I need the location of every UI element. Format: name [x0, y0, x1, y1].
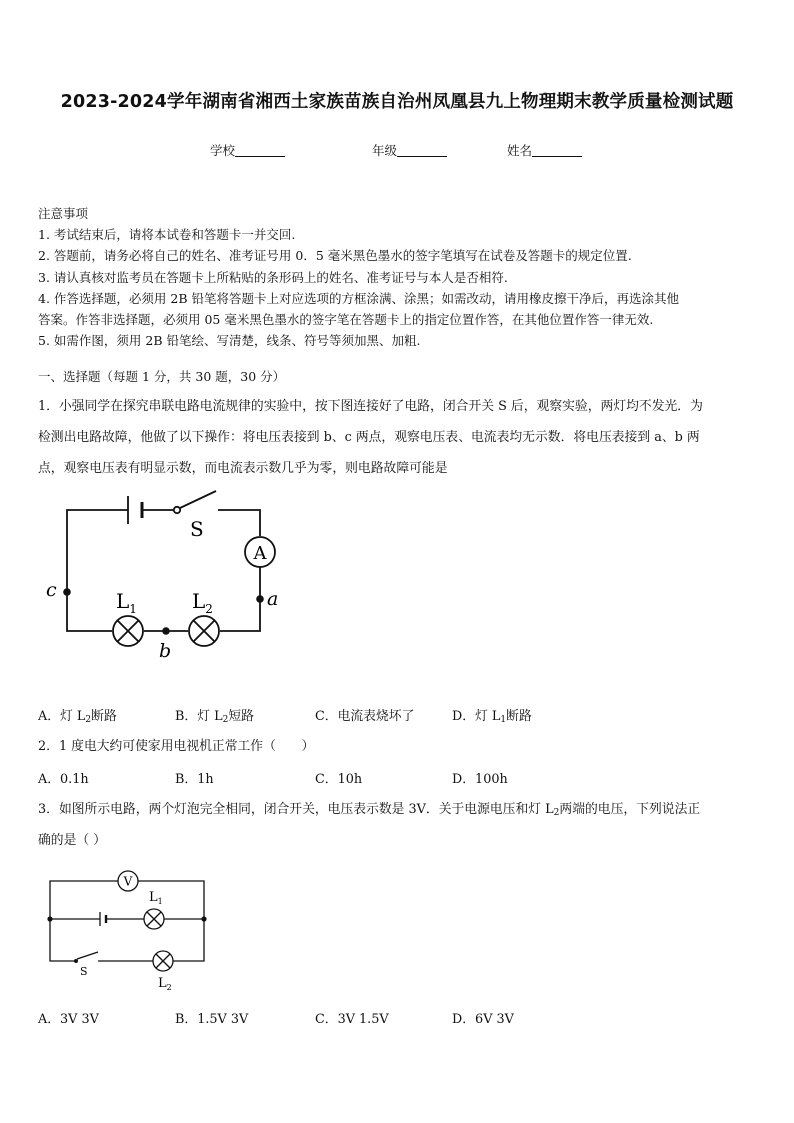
ammeter-label: A — [253, 543, 267, 564]
node-a — [256, 595, 264, 603]
junction-dot — [47, 916, 52, 921]
question-3-line: 3．如图所示电路，两个灯泡完全相同，闭合开关，电压表示数是 3V．关于电源电压和灯 $L_2$两端的电压，下列说法正 — [38, 802, 701, 818]
notice-item: 4. 作答选择题，必须用 2B 铅笔将答题卡上对应选项的方框涂满、涂黑；如需改动，请用橡皮擦干净后，再选涂其他 — [38, 290, 679, 306]
circuit-diagram-3 — [40, 866, 220, 996]
notice-item: 3. 请认真核对监考员在答题卡上所粘贴的条形码上的姓名、准考证号与本人是否相符. — [38, 269, 508, 285]
option-b[interactable]: B．1h — [175, 772, 214, 787]
question-1-line: 点，观察电压表有明显示数，而电流表示数几乎为零，则电路故障可能是 — [38, 461, 448, 476]
option-b[interactable]: B．1.5V 3V — [175, 1012, 249, 1027]
question-1-line: 1．小强同学在探究串联电路电流规律的实验中，按下图连接好了电路，闭合开关 S 后，观察实验，两灯均不发光．为 — [38, 399, 703, 414]
switch-label: S — [80, 965, 88, 978]
point-a-label: a — [267, 588, 279, 610]
wire — [67, 510, 128, 592]
name-blank — [532, 143, 582, 157]
grade-blank — [397, 143, 447, 157]
wire — [218, 510, 260, 536]
option-b[interactable]: B．灯 $L_2$短路 — [175, 709, 254, 725]
grade-label: 年级 — [372, 143, 398, 158]
option-c[interactable]: C．电流表烧坏了 — [315, 709, 415, 724]
switch-blade — [180, 491, 216, 508]
notice-item: 2. 答题前，请务必将自己的姓名、准考证号用 0．5 毫米黑色墨水的签字笔填写在试卷及答题卡的规定位置. — [38, 248, 632, 264]
question-3-line: 确的是（ ） — [38, 833, 107, 848]
switch-pivot — [174, 507, 180, 513]
name-field — [507, 141, 582, 159]
point-b-label: b — [159, 640, 172, 662]
option-a[interactable]: A．3V 3V — [38, 1012, 99, 1027]
option-c[interactable]: C．10h — [315, 772, 363, 787]
exam-title: 2023-2024学年湖南省湘西土家族苗族自治州凤凰县九上物理期末教学质量检测试题 — [60, 92, 734, 112]
option-c[interactable]: C．3V 1.5V — [315, 1012, 389, 1027]
option-d[interactable]: D．100h — [452, 772, 508, 787]
option-a[interactable]: A．0.1h — [38, 772, 89, 787]
lamp-l2-label: $L_2$ — [192, 589, 213, 616]
voltmeter-label: V — [123, 874, 133, 889]
switch-label: S — [190, 517, 204, 541]
wire — [50, 919, 76, 961]
circuit-diagram-1 — [40, 488, 290, 668]
notice-heading: 注意事项 — [38, 206, 89, 221]
notice-item: 1. 考试结束后，请将本试卷和答题卡一并交回. — [38, 227, 296, 243]
option-a[interactable]: A．灯 $L_2$断路 — [38, 709, 117, 725]
option-d[interactable]: D．6V 3V — [452, 1012, 514, 1027]
question-1-text — [38, 391, 760, 484]
junction-dot — [201, 916, 206, 921]
wire — [67, 592, 112, 631]
school-blank — [235, 143, 285, 157]
question-1-line: 检测出电路故障，他做了以下操作：将电压表接到 b、c 两点，观察电压表、电流表均无示数．将电压表接到 a、b 两 — [38, 430, 700, 445]
node-c — [63, 588, 71, 596]
switch-blade — [77, 952, 98, 959]
point-c-label: c — [46, 579, 57, 601]
name-label: 姓名 — [507, 143, 533, 158]
question-2-text: 2．1 度电大约可使家用电视机正常工作（ ） — [38, 739, 315, 754]
wire — [173, 919, 204, 961]
question-2-options — [38, 768, 758, 788]
school-field — [210, 141, 285, 159]
student-info-row — [0, 141, 794, 161]
section-title: 一、选择题（每题 1 分，共 30 题，30 分） — [38, 369, 286, 384]
grade-field — [372, 141, 447, 159]
question-1-options — [38, 705, 758, 725]
lamp-l1-label: $L_1$ — [116, 589, 137, 616]
lamp-l1-label: $L_1$ — [149, 890, 163, 906]
notice-block — [38, 203, 758, 351]
question-3-text — [38, 794, 760, 856]
option-d[interactable]: D．灯 $L_1$断路 — [452, 709, 532, 725]
node-b — [162, 627, 170, 635]
lamp-l2-label: $L_2$ — [158, 976, 172, 992]
wire — [50, 881, 118, 919]
notice-item: 5. 如需作图，须用 2B 铅笔绘、写清楚，线条、符号等须加黑、加粗. — [38, 333, 421, 349]
switch-pivot — [74, 959, 78, 963]
notice-item: 答案。作答非选择题，必须用 05 毫米黑色墨水的签字笔在答题卡上的指定位置作答，在其他位置作答一律无效. — [38, 312, 654, 328]
school-label: 学校 — [210, 143, 236, 158]
question-3-options — [38, 1008, 758, 1028]
wire — [220, 567, 260, 631]
